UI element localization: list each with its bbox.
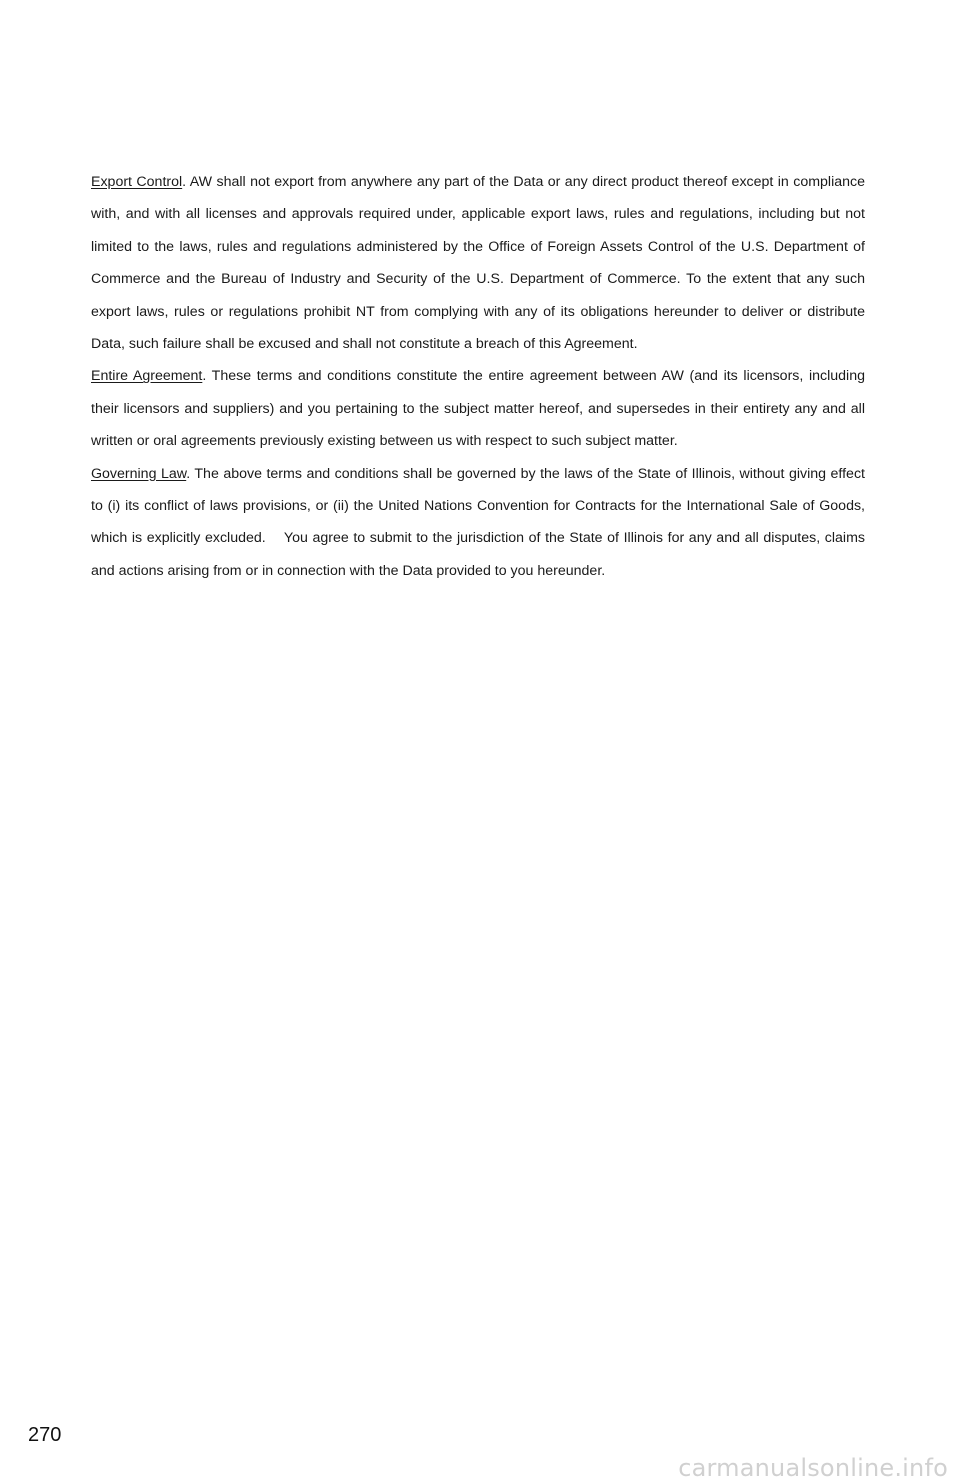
- governing-law-text: . The above terms and conditions shall be governed by the laws of the State of Illinois, without giving effect to (i) its conflict of laws provisions, or (ii) the United Nations Convention for Contracts for the International Sale of Goods, which is explicitly excluded. You agree to submit to the jurisdiction of the State of Illinois for any and all disputes, claims and actions arising from or in connection with the Data provided to you hereunder.: [91, 465, 869, 579]
- export-control-paragraph: [91, 166, 865, 360]
- watermark-text: carmanualsonline.info: [678, 1454, 948, 1482]
- governing-law-heading: Governing Law: [91, 465, 187, 482]
- document-body: [91, 166, 869, 587]
- entire-agreement-paragraph: [91, 360, 865, 457]
- entire-agreement-text: . These terms and conditions constitute the entire agreement between AW (and its licensors, including their licensors and suppliers) and you pertaining to the subject matter hereof, and supersedes in their entirety any and all written or oral agreements previously existing between us with respect to such subject matter.: [91, 368, 865, 450]
- export-control-text: . AW shall not export from anywhere any part of the Data or any direct product thereof except in compliance with, and with all licenses and approvals required under, applicable export laws, rules and regulations, including but not limited to the laws, rules and regulations administered by the Office of Foreign Assets Control of the U.S. Department of Commerce and the Bureau of Industry and Security of the U.S. Department of Commerce. To the extent that any such export laws, rules or regulations prohibit NT from complying with any of its obligations hereunder to deliver or distribute Data, such failure shall be excused and shall not constitute a breach of this Agreement.: [91, 174, 865, 353]
- governing-law-paragraph: [91, 458, 869, 588]
- export-control-heading: Export Control: [91, 174, 183, 190]
- entire-agreement-heading: Entire Agreement: [91, 368, 203, 385]
- page-number: 270: [28, 1424, 62, 1446]
